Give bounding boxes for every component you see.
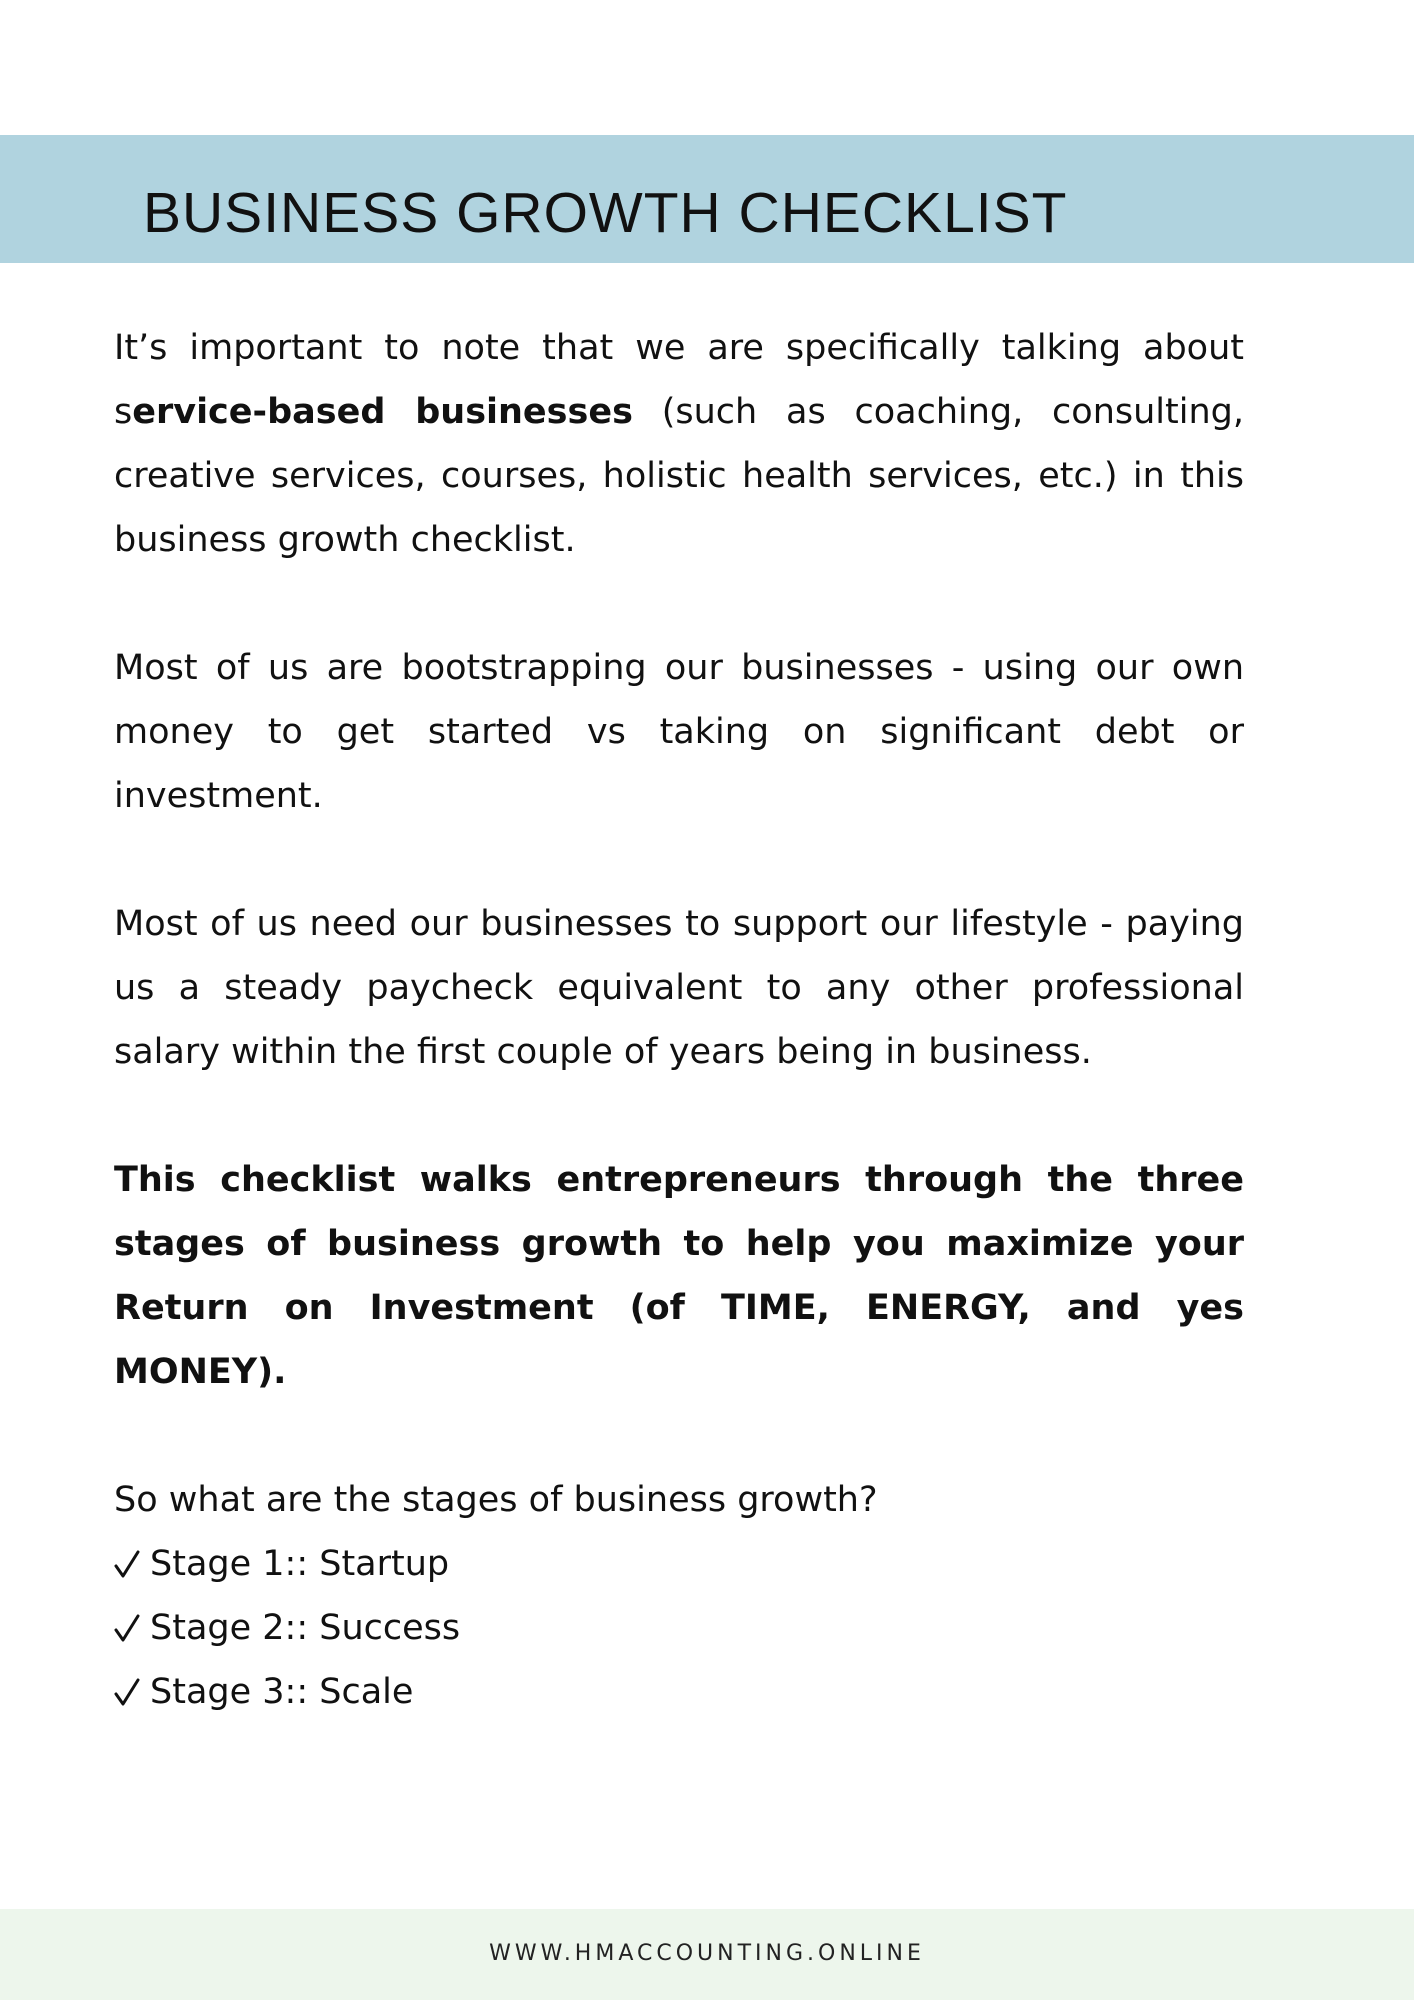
intro-bold-text: ervice-based businesses [132,392,633,432]
intro-trail-text: (such as coaching, consulting, creative services, courses, holistic health services, etc.) in this business growth checklist. [114,392,1244,560]
stage-label: Stage 1:: Startup [150,1544,450,1584]
stage-label: Stage 3:: Scale [150,1672,414,1712]
stage-list [114,1532,1244,1724]
stage-item [114,1532,1244,1596]
document-body [114,316,1244,1724]
stage-item [114,1596,1244,1660]
page-title: BUSINESS GROWTH CHECKLIST [143,181,1068,245]
check-icon [114,1613,140,1643]
bootstrapping-paragraph: Most of us are bootstrapping our businesses - using our own money to get started vs taking on significant debt or investment. [114,648,1244,816]
checklist-highlight-paragraph: This checklist walks entrepreneurs through the three stages of business growth to help you maximize your Return on Investment (of TIME, ENERGY, and yes MONEY). [114,1160,1244,1392]
check-icon [114,1549,140,1579]
footer-website-link[interactable]: WWW.HMACCOUNTING.ONLINE [489,1941,925,1966]
intro-lead-text: It’s important to note that we are specifically talking about s [114,328,1244,432]
stage-label: Stage 2:: Success [150,1608,461,1648]
stages-question: So what are the stages of business growth? [114,1480,878,1520]
lifestyle-paragraph: Most of us need our businesses to support our lifestyle - paying us a steady paycheck equivalent to any other professional salary within the first couple of years being in business. [114,904,1244,1072]
check-icon [114,1677,140,1707]
stage-item [114,1660,1244,1724]
intro-paragraph [114,316,1244,572]
